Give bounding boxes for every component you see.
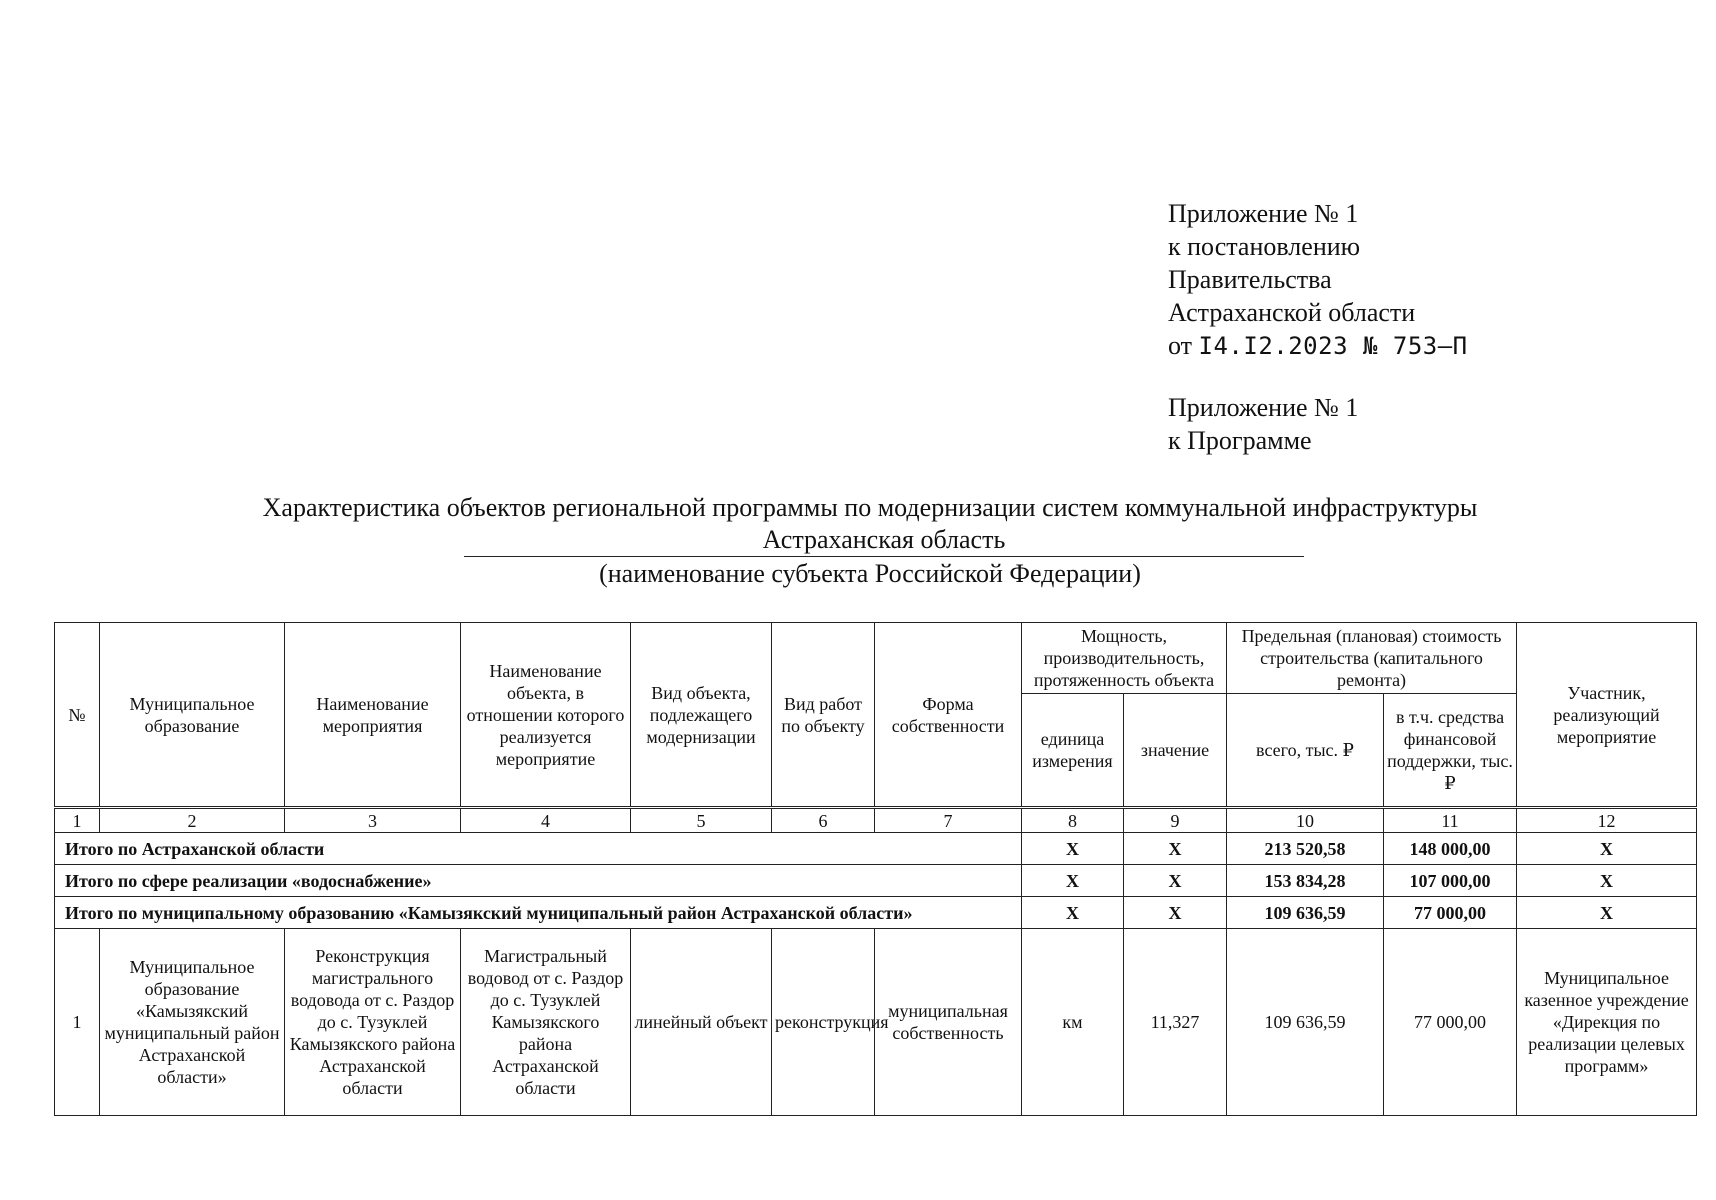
region-name: Астраханская область [464,524,1304,557]
header-cost-total: всего, тыс. ₽ [1227,694,1384,808]
header-unit: единица измерения [1022,694,1124,808]
column-number: 7 [875,808,1022,833]
row-num: 1 [55,929,100,1116]
column-number: 2 [100,808,285,833]
column-number: 1 [55,808,100,833]
header-cost-support: в т.ч. средства финансовой поддержки, тыс. ₽ [1384,694,1517,808]
total-participant: X [1517,897,1697,929]
header-ownership: Форма собственности [875,623,1022,808]
row-support: 77 000,00 [1384,929,1517,1116]
row-participant: Муниципальное казенное учреждение «Дирекция по реализации целевых программ» [1517,929,1697,1116]
header-cost-group: Предельная (плановая) стоимость строительства (капитального ремонта) [1227,623,1517,694]
total-value: X [1124,833,1227,865]
column-number: 4 [461,808,631,833]
total-participant: X [1517,833,1697,865]
row-value: 11,327 [1124,929,1227,1116]
appendix-header [1168,197,1468,457]
total-participant: X [1517,865,1697,897]
column-number: 5 [631,808,772,833]
column-number: 8 [1022,808,1124,833]
header-event-name: Наименование мероприятия [285,623,461,808]
total-cost: 109 636,59 [1227,897,1384,929]
header-participant: Участник, реализующий мероприятие [1517,623,1697,808]
region-caption: (наименование субъекта Российской Федерации) [599,559,1141,588]
total-cost: 213 520,58 [1227,833,1384,865]
row-object-type: линейный объект [631,929,772,1116]
row-total: 109 636,59 [1227,929,1384,1116]
total-support: 77 000,00 [1384,897,1517,929]
column-number: 6 [772,808,875,833]
total-support: 107 000,00 [1384,865,1517,897]
total-row-water-supply [55,865,1697,897]
header-work-type: Вид работ по объекту [772,623,875,808]
header-capacity-group: Мощность, производительность, протяженность объекта [1022,623,1227,694]
total-support: 148 000,00 [1384,833,1517,865]
total-value: X [1124,865,1227,897]
row-municipality: Муниципальное образование «Камызякский муниципальный район Астраханской области» [100,929,285,1116]
column-number: 3 [285,808,461,833]
appendix-date-line [1168,329,1468,363]
column-number: 11 [1384,808,1517,833]
header-object-name: Наименование объекта, в отношении которого реализуется мероприятие [461,623,631,808]
total-unit: X [1022,897,1124,929]
column-number: 12 [1517,808,1697,833]
appendix-line-1: Приложение № 1 [1168,199,1359,228]
header-object-type: Вид объекта, подлежащего модернизации [631,623,772,808]
row-work-type: реконструкция [772,929,875,1116]
header-municipality: Муниципальное образование [100,623,285,808]
header-value: значение [1124,694,1227,808]
total-unit: X [1022,833,1124,865]
objects-table [54,622,1697,1116]
header-num: № [55,623,100,808]
total-row-region [55,833,1697,865]
row-ownership: муниципальная собственность [875,929,1022,1116]
program-appendix-line-1: Приложение № 1 [1168,393,1359,422]
date-prefix: от [1168,331,1193,360]
total-label: Итого по Астраханской области [55,833,1022,865]
row-unit: км [1022,929,1124,1116]
total-label: Итого по муниципальному образованию «Камызякский муниципальный район Астраханской области» [55,897,1022,929]
program-appendix-line-2: к Программе [1168,426,1312,455]
row-object-name: Магистральный водовод от с. Раздор до с. Тузуклей Камызякского района Астраханской области [461,929,631,1116]
total-row-municipality [55,897,1697,929]
total-label: Итого по сфере реализации «водоснабжение» [55,865,1022,897]
header-row-1 [55,623,1697,694]
total-unit: X [1022,865,1124,897]
column-number: 9 [1124,808,1227,833]
table-row [55,929,1697,1116]
appendix-line-2: к постановлению [1168,232,1361,261]
column-number: 10 [1227,808,1384,833]
total-cost: 153 834,28 [1227,865,1384,897]
total-value: X [1124,897,1227,929]
resolution-date-number: I4.I2.2023 № 753–П [1198,332,1468,360]
column-number-row [55,808,1697,833]
row-event-name: Реконструкция магистрального водовода от с. Раздор до с. Тузуклей Камызякского района Астраханской области [285,929,461,1116]
appendix-line-4: Астраханской области [1168,298,1416,327]
document-title: Характеристика объектов региональной программы по модернизации систем коммунальной инфраструктуры [262,493,1478,522]
appendix-line-3: Правительства [1168,265,1332,294]
